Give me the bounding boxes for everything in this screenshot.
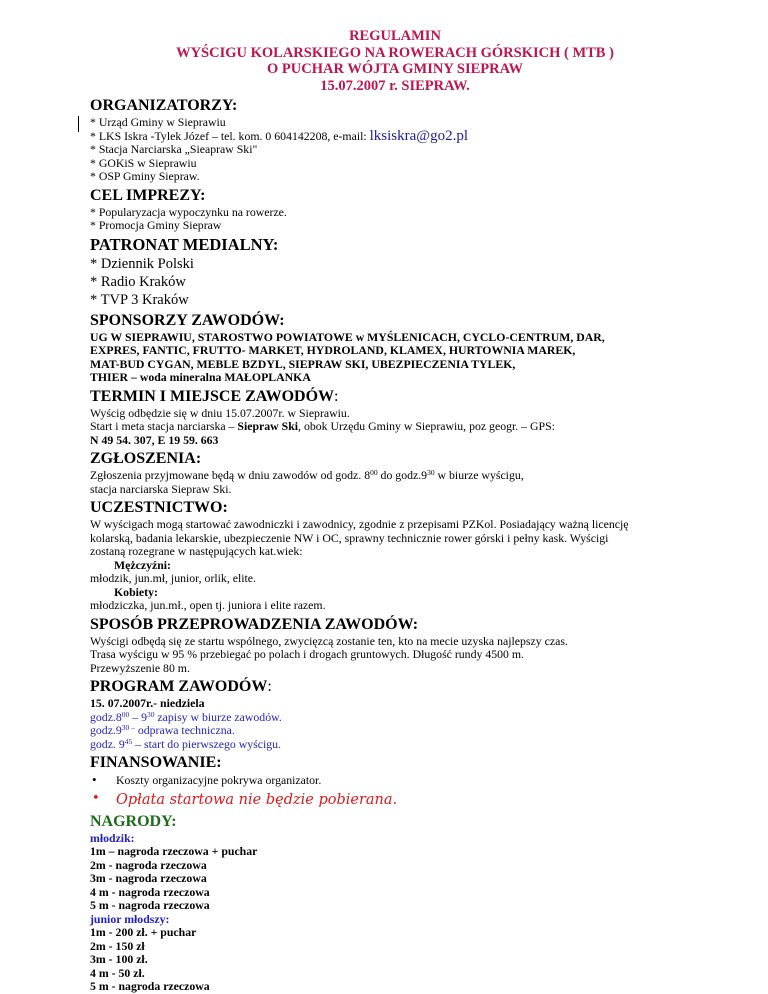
prizes-heading: NAGRODY:: [90, 812, 177, 830]
women-label: Kobiety:: [114, 584, 158, 599]
financing-list: [90, 774, 710, 810]
method-line-2: Trasa wyścigu w 95 % przebiegać po polach i drogach gruntowych. Długość rundy 4500 m.: [90, 647, 524, 661]
media-item-3: * TVP 3 Kraków: [90, 291, 189, 308]
organizers-item-1: * Urząd Gminy w Sieprawiu: [90, 115, 226, 129]
title-line-3: O PUCHAR WÓJTA GMINY SIEPRAW: [267, 61, 523, 77]
method-heading: SPOSÓB PRZEPROWADZENIA ZAWODÓW:: [90, 615, 419, 633]
prize-cat1-item-1: 1m – nagroda rzeczowa + puchar: [90, 844, 258, 858]
time-place-heading-text: TERMIN I MIEJSCE ZAWODÓW: [90, 387, 335, 405]
media-heading: PATRONAT MEDIALNY:: [90, 234, 279, 254]
time-place-heading-colon: :: [334, 387, 339, 405]
sponsors-line-3: MAT-BUD CYGAN, MEBLE BZDYL, SIEPRAW SKI, UBEZPIECZENIA TYLEK,: [90, 356, 516, 371]
program-line-1c: zapisy w biurze zawodów.: [154, 709, 282, 724]
document-title: [80, 28, 710, 94]
organizers-item-5: * OSP Gminy Siepraw.: [90, 169, 200, 183]
title-line-1: REGULAMIN: [349, 28, 441, 44]
program-date: 15. 07.2007r.- niedziela: [90, 696, 205, 710]
sponsors-line-2: EXPRES, FANTIC, FRUTTO- MARKET, HYDROLAND, KLAMEX, HURTOWNIA MAREK,: [90, 343, 576, 357]
prize-cat1-item-2: 2m - nagroda rzeczowa: [90, 857, 207, 872]
method-line-3: Przewyższenie 80 m.: [90, 660, 190, 675]
registration-line-2: stacja narciarska Siepraw Ski.: [90, 481, 232, 496]
organizers-item-2-text: * LKS Iskra -Tylek Józef – tel. kom. 0 604142208, e-mail:: [90, 128, 370, 143]
gps-coordinates: N 49 54. 307, E 19 59. 663: [90, 432, 219, 447]
registration-line-1b: do godz.9: [377, 468, 428, 482]
program-line-3: [90, 738, 710, 752]
goal-item-1: * Popularyzacja wypoczynku na rowerze.: [90, 204, 287, 219]
program-sup-4: 45: [124, 736, 133, 746]
time-place-line-1: Wyścig odbędzie się w dniu 15.07.2007r. w Sieprawiu.: [90, 405, 350, 420]
prize-cat2-item-3: 3m - 100 zł.: [90, 952, 148, 966]
registration-line-1: [90, 469, 710, 483]
participation-line-1: W wyścigach mogą startować zawodniczki i zawodnicy, zgodnie z przepisami PZKol. Posiadający ważną licencję: [90, 517, 629, 531]
program-line-1a: godz.8: [90, 709, 122, 724]
prize-cat1-item-3: 3m - nagroda rzeczowa: [90, 871, 207, 885]
program-line-3a: godz. 9: [90, 736, 125, 751]
organizers-item-4: * GOKiS w Sieprawiu: [90, 155, 197, 170]
program-line-1: [90, 711, 710, 725]
program-line-2a: godz.9: [90, 723, 122, 737]
revision-bar: [78, 116, 79, 132]
time-place-line-2c: , obok Urzędu Gminy w Sieprawiu, poz geogr. – GPS:: [298, 419, 555, 433]
program-heading: [90, 678, 710, 696]
financing-heading: FINANSOWANIE:: [90, 754, 222, 771]
time-place-line-2: [90, 420, 710, 434]
participation-heading: UCZESTNICTWO:: [90, 499, 228, 516]
goal-item-2: * Promocja Gminy Siepraw: [90, 218, 222, 232]
method-line-1: Wyścigi odbędą się ze startu wspólnego, zwycięzcą zostanie ten, kto na mecie uzyska najlepszy czas.: [90, 633, 568, 648]
title-line-2: WYŚCIGU KOLARSKIEGO NA ROWERACH GÓRSKICH ( MTB ): [176, 44, 614, 61]
program-heading-text: PROGRAM ZAWODÓW: [90, 678, 268, 695]
program-line-1b: – 9: [129, 709, 147, 724]
participation-line-3: zostaną rozegrane w następujących kat.wiek:: [90, 544, 303, 558]
program-sup-3: 30 –: [121, 723, 135, 732]
prize-category-1: młodzik:: [90, 830, 135, 845]
time-place-heading: [90, 388, 710, 406]
men-categories: młodzik, jun.mł, junior, orlik, elite.: [90, 571, 256, 585]
document-page: [90, 28, 710, 994]
program-line-2b: odprawa techniczna.: [134, 723, 235, 737]
financing-item-1: • Koszty organizacyjne pokrywa organizator.: [90, 774, 710, 788]
men-label: Mężczyźni:: [114, 557, 171, 572]
program-sup-2: 30: [146, 709, 155, 719]
time-place-line-2a: Start i meta stacja narciarska –: [90, 419, 238, 433]
women-categories: młodziczka, jun.mł., open tj. juniora i elite razem.: [90, 598, 326, 612]
registration-line-1a: Zgłoszenia przyjmowane będą w dniu zawodów od godz. 8: [90, 468, 371, 482]
sponsors-line-1: UG W SIEPRAWIU, STAROSTWO POWIATOWE w MYŚLENICACH, CYCLO-CENTRUM, DAR,: [90, 329, 605, 344]
title-line-4: 15.07.2007 r. SIEPRAW.: [320, 77, 470, 94]
participation-line-2: kolarską, badania lekarskie, ubezpieczenie NW i OC, sprawny technicznie rower górski i pełny kask. Wyścigi: [90, 530, 609, 545]
program-line-3b: – start do pierwszego wyścigu.: [132, 736, 281, 751]
media-item-1: * Dziennik Polski: [90, 255, 194, 272]
email-link[interactable]: lksiskra@go2.pl: [369, 127, 469, 144]
goal-heading: CEL IMPREZY:: [90, 186, 206, 204]
prize-cat2-item-4: 4 m - 50 zł.: [90, 965, 145, 980]
program-sup-1: 00: [121, 709, 130, 719]
prize-cat2-item-5: 5 m - nagroda rzeczowa: [90, 979, 210, 993]
financing-item-2: • Opłata startowa nie będzie pobierana.: [90, 790, 710, 810]
media-item-2: * Radio Kraków: [90, 273, 186, 290]
prize-cat1-item-5: 5 m - nagroda rzeczowa: [90, 898, 210, 912]
prize-cat2-item-1: 1m - 200 zł. + puchar: [90, 925, 197, 939]
organizers-heading: ORGANIZATORZY:: [90, 97, 238, 114]
organizers-item-2: [90, 127, 710, 144]
sponsors-line-4: THIER – woda mineralna MAŁOPLANKA: [90, 370, 311, 384]
venue-name: Siepraw Ski: [237, 419, 299, 433]
sponsors-heading: SPONSORZY ZAWODÓW:: [90, 311, 285, 329]
prize-category-2: junior młodszy:: [90, 911, 170, 926]
registration-sup-2: 30: [427, 468, 435, 477]
program-heading-colon: :: [267, 678, 272, 695]
registration-heading: ZGŁOSZENIA:: [90, 450, 202, 467]
program-line-2: [90, 724, 710, 738]
prize-cat1-item-4: 4 m - nagroda rzeczowa: [90, 884, 210, 899]
organizers-item-3: * Stacja Narciarska „Sieapraw Ski": [90, 142, 258, 156]
prize-cat2-item-2: 2m - 150 zł: [90, 938, 145, 953]
registration-sup-1: 00: [370, 468, 378, 477]
registration-line-1c: w biurze wyścigu,: [434, 468, 524, 482]
